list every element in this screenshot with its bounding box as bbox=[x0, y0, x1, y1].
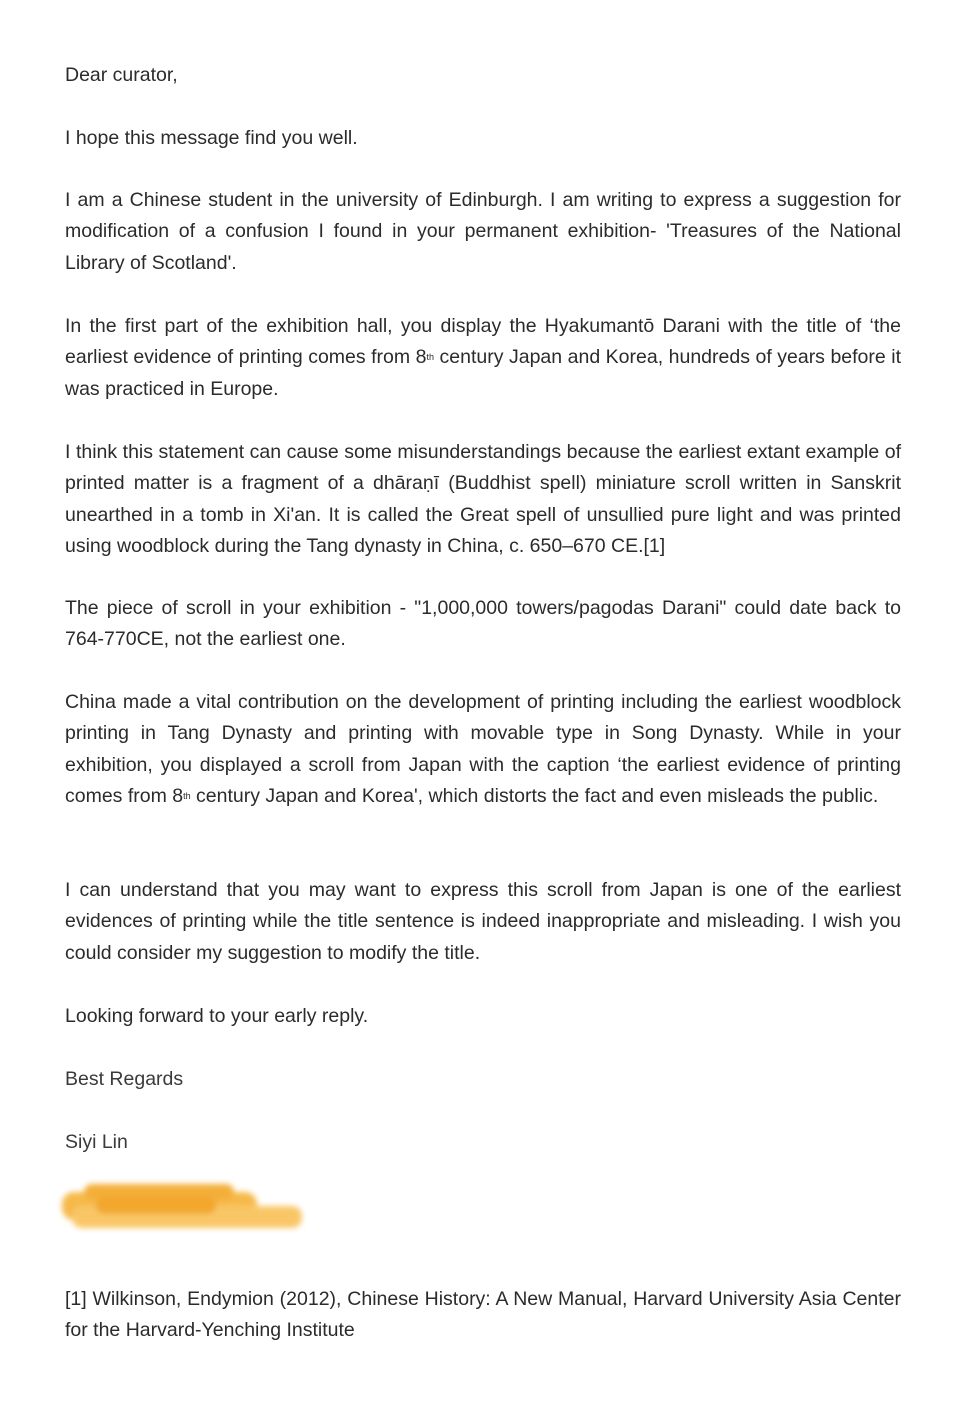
salutation: Dear curator, bbox=[65, 64, 178, 86]
closing-line: Looking forward to your early reply. bbox=[65, 1005, 369, 1027]
redaction-highlight bbox=[56, 1178, 306, 1238]
signature-name: Siyi Lin bbox=[65, 1131, 128, 1153]
earliest-print-paragraph: I think this statement can cause some misunderstandings because the earliest extant example of printed matter is a fragment of a dhāraṇī (Buddhist spell) miniature scroll written in Sanskrit unearthed in a tomb in Xi'an. It is called the Great spell of unsullied pure light and was printed using woodblock during the Tang dynasty in China, c. 650–670 CE.[1] bbox=[65, 441, 901, 558]
intro-paragraph: I am a Chinese student in the university of Edinburgh. I am writing to express a suggestion for modification of a confusion I found in your permanent exhibition- 'Treasures of the National Library of Scotland'. bbox=[65, 189, 901, 274]
contribution-paragraph bbox=[65, 687, 901, 813]
exhibition-title-text-start: In the first part of the exhibition hall, you display the Hyakumantō Darani with the title of ‘the earliest evidence of printing comes from 8 bbox=[65, 315, 901, 369]
exhibition-title-paragraph bbox=[65, 311, 901, 405]
greeting-line: I hope this message find you well. bbox=[65, 127, 358, 149]
footnote: [1] Wilkinson, Endymion (2012), Chinese History: A New Manual, Harvard University Asia Center for the Harvard-Yenching Institute bbox=[65, 1288, 901, 1342]
suggestion-paragraph: I can understand that you may want to express this scroll from Japan is one of the earliest evidences of printing while the title sentence is indeed inappropriate and misleading. I wish you could consider my suggestion to modify the title. bbox=[65, 879, 901, 964]
contribution-text-start: China made a vital contribution on the development of printing including the earliest woodblock printing in Tang Dynasty and printing with movable type in Song Dynasty. While in your exhibition, you displayed a scroll from Japan with the caption ‘the earliest evidence of printing comes from 8 bbox=[65, 691, 901, 808]
contribution-text-end: century Japan and Korea', which distorts the fact and even misleads the public. bbox=[190, 785, 879, 808]
scroll-date-paragraph: The piece of scroll in your exhibition - "1,000,000 towers/pagodas Darani" could date back to 764-770CE, not the earliest one. bbox=[65, 597, 901, 651]
ordinal-superscript: th bbox=[426, 352, 435, 363]
ordinal-superscript: th bbox=[183, 791, 191, 802]
exhibition-title-text-end: century Japan and Korea, hundreds of years before it was practiced in Europe. bbox=[65, 346, 902, 400]
regards-line: Best Regards bbox=[65, 1068, 184, 1090]
